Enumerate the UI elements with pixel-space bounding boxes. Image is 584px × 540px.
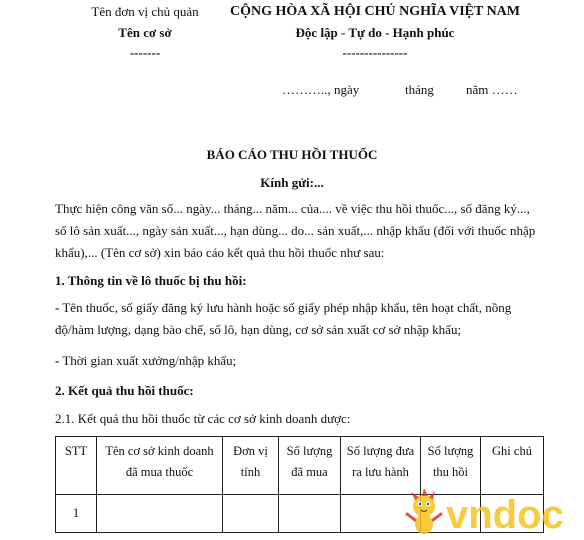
bullet-dash: - [55, 353, 60, 368]
col-header-stt: STT [56, 437, 97, 495]
section-2-title: 2. Kết quả thu hồi thuốc: [55, 383, 194, 398]
parent-org-label: Tên đơn vị chủ quản [91, 4, 199, 19]
left-divider: ------- [129, 45, 161, 60]
table-cell [223, 495, 279, 533]
bullet-1-text: Tên thuốc, số giấy đăng ký lưu hành hoặc số giấy phép nhập khẩu, tên hoạt chất, nồng độ/hàm lượng, dạng bào chế, số lô, hạn dùng, cơ sở sản xuất cơ sở nhập khẩu; [55, 300, 512, 337]
bullet-2-text: Thời gian xuất xưởng/nhập khẩu; [62, 353, 237, 368]
brand-text: vndoc [446, 493, 564, 537]
mascot-icon [407, 488, 441, 534]
date-place-day: ……….., ngày [282, 82, 360, 97]
right-divider: --------------- [342, 45, 408, 60]
intro-paragraph: Thực hiện công văn số... ngày... tháng... năm... của.... về việc thu hồi thuốc..., số đăng ký..., số lô sản xuất..., ngày sản xuất..., hạn dùng... do... sản xuất,... nhập khẩu (đối với thuốc nhập khẩu),... (Tên cơ sở) xin báo cáo kết quả thu hồi thuốc như sau: [55, 201, 536, 260]
national-motto: Độc lập - Tự do - Hạnh phúc [295, 25, 455, 40]
greeting: Kính gửi:... [260, 175, 324, 190]
table-cell-stt: 1 [56, 495, 97, 533]
table-cell [279, 495, 341, 533]
section-1-bullet-1 [55, 297, 543, 341]
date-year: năm …… [466, 82, 518, 97]
bullet-dash: - [55, 300, 60, 315]
document-title: BÁO CÁO THU HỒI THUỐC [206, 147, 378, 162]
section-1-bullet-2 [55, 350, 543, 372]
section-1-title: 1. Thông tin về lô thuốc bị thu hồi: [55, 273, 247, 288]
col-header-qty-recalled: Số lượng thu hồi [421, 437, 481, 495]
col-header-unit: Đơn vị tính [223, 437, 279, 495]
col-header-facility: Tên cơ sở kinh doanh đã mua thuốc [97, 437, 223, 495]
col-header-qty-bought: Số lượng đã mua [279, 437, 341, 495]
table-cell [97, 495, 223, 533]
facility-label: Tên cơ sở [118, 25, 172, 40]
national-title: CỘNG HÒA XÃ HỘI CHỦ NGHĨA VIỆT NAM [229, 4, 520, 19]
subsection-2-1: 2.1. Kết quả thu hồi thuốc từ các cơ sở kinh doanh dược: [55, 411, 351, 426]
col-header-qty-distributed: Số lượng đưa ra lưu hành [341, 437, 421, 495]
col-header-notes: Ghi chú [481, 437, 544, 495]
date-month: tháng [405, 82, 434, 97]
vndoc-watermark-logo [398, 484, 584, 540]
